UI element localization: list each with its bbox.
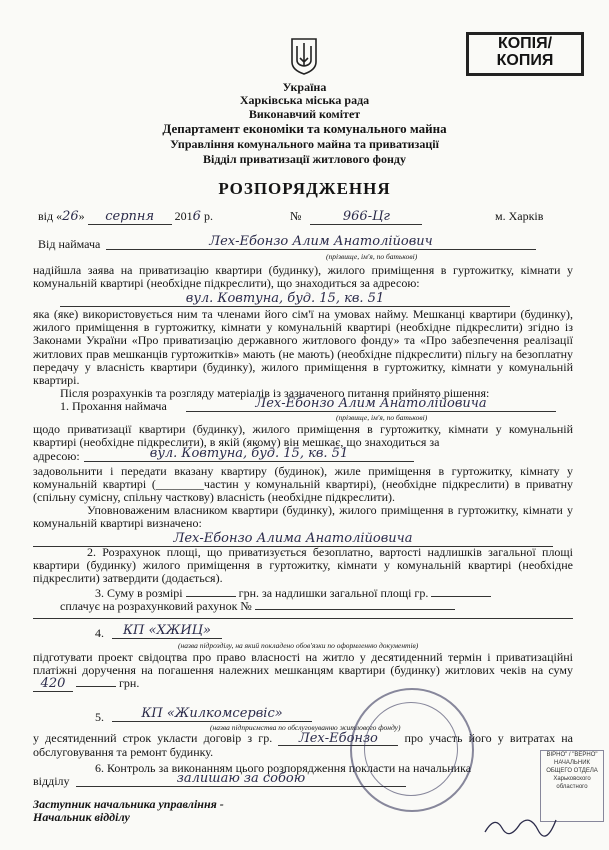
signature-title-line1: Заступник начальника управління - (33, 797, 224, 811)
certify-stamp-line3: Харьковского областного (553, 776, 591, 790)
tenant-prefix: Від наймача (38, 237, 101, 251)
item3-surplus-label: грн. за надлишки загальної площі гр. (238, 586, 429, 600)
item3-account-label: сплачує на розрахунковий рахунок № (60, 599, 252, 613)
copy-stamp-line2: КОПИЯ (496, 52, 554, 69)
copy-stamp-line1: КОПІЯ/ (497, 35, 553, 52)
header-committee: Виконавчий комітет (248, 107, 361, 121)
paragraph-contract (33, 732, 573, 759)
header-council: Харківська міська рада (239, 93, 370, 107)
item1-name: Лех-Ебонзо Алим Анатолійовича (186, 396, 556, 412)
header-administration: Управління комунального майна та приватизації (170, 137, 439, 151)
header-country: Україна (282, 80, 327, 94)
item1-prefix: 1. Прохання наймача (60, 399, 167, 413)
control-prefix: відділу (33, 774, 70, 788)
header-department: Департамент економіки та комунального майна (162, 121, 447, 136)
item4-value: КП «ХЖИЦ» (112, 623, 222, 639)
item5-value: КП «Жилкомсервіс» (112, 706, 312, 722)
document-title: РОЗПОРЯДЖЕННЯ (218, 179, 391, 198)
date-year-suffix: 6 (192, 209, 201, 224)
certificate-sum: 420 (33, 677, 73, 691)
address-field: вул. Ковтуна, буд. 15, кв. 51 (60, 291, 510, 307)
date-month: серпня (88, 211, 172, 225)
header-division: Відділ приватизації житлового фонду (203, 152, 406, 166)
paragraph-certificate (33, 651, 573, 692)
date-line (38, 210, 213, 225)
item6-text: 6. Контроль за виконанням цього розпорядження покласти на начальника (95, 761, 472, 775)
paragraph-owner: Уповноваженим власником квартири (будинку), жилого приміщення в гуртожитку, кімнати у комунальній квартирі визначено: (33, 503, 573, 531)
item4-caption: (назва підрозділу, на який покладено обов'язки по оформленню документів) (178, 641, 419, 650)
item5-caption: (назва підприємства по обслуговуванню житлового фонду) (210, 723, 401, 732)
city: м. Харків (495, 209, 544, 223)
signature-title-line2: Начальник відділу (33, 810, 130, 824)
date-year-prefix: 201 (174, 209, 193, 223)
paragraph-transfer: задовольнити і передати вказану квартиру (будинок), жиле приміщення в гуртожитку, кімнату у комунальній квартирі (________частин у комунальній квартирі), (необхідне підкреслити) в приватну (спільну сумісну, спільну часткову) власність (необхідне підкреслити). (33, 464, 573, 505)
item1-caption: (прізвище, ім'я, по батькові) (336, 413, 428, 422)
tenant-name: Лех-Ебонзо Алим Анатолійович (106, 234, 536, 250)
item3-line1 (95, 587, 491, 600)
number-line (290, 210, 422, 225)
certify-stamp-line2: НАЧАЛЬНИК ОБЩЕГО ОТДЕЛА (546, 760, 598, 774)
item2-text: 2. Розрахунок площі, що приватизується безоплатно, вартості надлишків загальної площі квартири (будинку) жилого приміщення в гуртожитку, кімнати у комунальній квартирі (необхідне підкреслити) затвердити (додається). (33, 545, 573, 586)
item3-sum-label: 3. Суму в розмірі (95, 586, 183, 600)
address-prefix: адресою: (33, 449, 80, 463)
paragraph-privatization: щодо приватизації квартири (будинку), жилого приміщення в гуртожитку, кімнати у комунальній квартирі (необхідне підкреслити), в якій (якому) він мешкає, що знаходиться за (33, 422, 573, 450)
round-seal-inner (364, 702, 458, 796)
contract-text-b: про участь його у витратах на обслуговування та ремонт будинку. (33, 731, 574, 760)
handwritten-signature (480, 810, 560, 840)
contract-text-a: у десятиденний строк укласти договір з гр. (33, 731, 273, 745)
contract-name: Лех-Ебонзо (278, 732, 398, 746)
address-field-2: вул. Ковтуна, буд. 15, кв. 51 (84, 446, 414, 462)
paragraph-application: надійшла заява на приватизацію квартири (будинку), жилого приміщення в гуртожитку, кімнати у комунальній квартирі (необхідне підкреслити), що знаходиться за адресою: (33, 263, 573, 291)
certificate-sum-unit: грн. (119, 676, 140, 691)
item5-number: 5. (95, 710, 104, 724)
date-year-word: р. (203, 209, 213, 223)
date-mid: » (78, 209, 85, 223)
document-number: 966-Цг (310, 211, 422, 225)
tenant-caption: (прізвище, ім'я, по батькові) (326, 252, 418, 261)
owner-name: Лех-Ебонзо Алима Анатолійовича (33, 531, 553, 547)
paragraph-usage: яка (яке) використовується ним та членами його сім'ї на умовах найму. Мешканці квартири (будинку), жилого приміщення в гуртожитку, кімнати у комунальній квартирі (необхідне підкреслити) згідно із Законами України «Про приватизацію державного житлового фонду» та «Про забезпечення реалізації житлових прав мешканців гуртожитків» мають (не мають) (необхідне підкреслити) пільгу на безоплатну передачу у власність квартири (будинку), жилого приміщення в гуртожитку, кімнати у комунальній квартирі. (33, 307, 573, 388)
date-day: 26 (62, 209, 79, 224)
paragraph-certificate-text: підготувати проект свідоцтва про право власності на житло у десятиденний термін і приватизаційні платіжні доручення на погашення належних мешканцям квартири (будинку) житлових чеків на суму (33, 650, 573, 678)
copy-stamp (466, 32, 584, 76)
paragraph-decision: Після розрахунків та розгляду матеріалів із зазначеного питання прийнято рішення: (60, 386, 490, 400)
control-value: залишаю за собою (76, 771, 406, 787)
certify-stamp-line1: ВІРНО" / "ВЕРНО" (546, 752, 598, 758)
item3-line2 (60, 600, 455, 613)
trident-emblem-icon (289, 36, 319, 76)
item4-number: 4. (95, 626, 104, 640)
date-prefix: від « (38, 209, 63, 223)
number-sign: № (290, 209, 302, 223)
